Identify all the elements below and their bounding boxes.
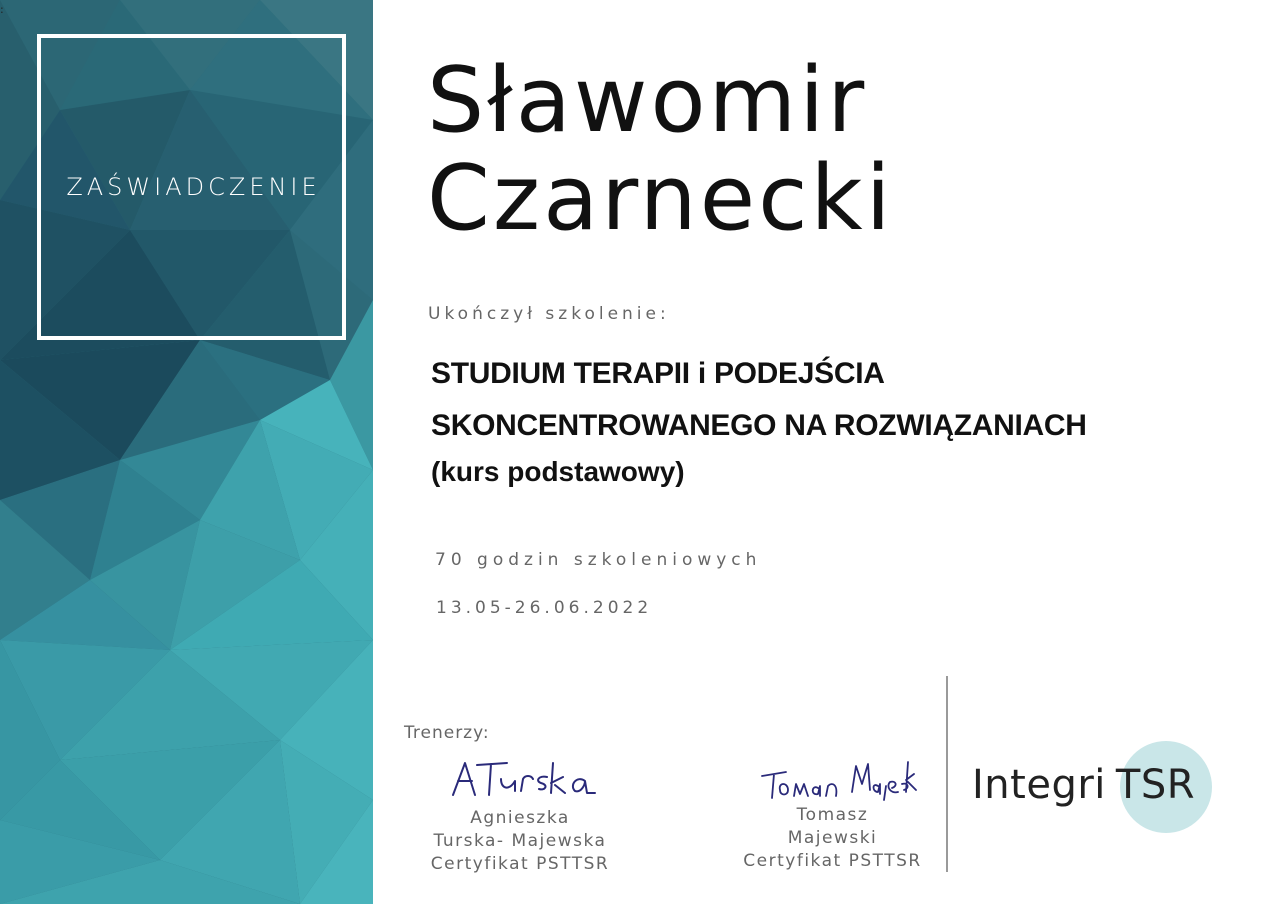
logo-text — [972, 762, 1195, 808]
recipient-last-name: Czarnecki — [427, 146, 894, 251]
trainer-2-name — [730, 804, 935, 873]
completed-label: Ukończył szkolenie: — [428, 304, 670, 324]
course-title-line-2: SKONCENTROWANEGO NA ROZWIĄZANIACH — [431, 409, 1087, 442]
course-title — [431, 348, 1087, 492]
certificate-title: ZAŚWIADCZENIE — [66, 173, 321, 201]
corner-mark: : — [0, 3, 4, 16]
recipient-first-name: Sławomir — [427, 48, 868, 153]
course-title-line-1: STUDIUM TERAPII i PODEJŚCIA — [431, 357, 885, 390]
integri-tsr-logo — [970, 740, 1220, 835]
logo-text-right: TSR — [1115, 762, 1196, 808]
trainer-1 — [420, 755, 620, 876]
trainers-label: Trenerzy: — [404, 723, 490, 743]
title-frame — [37, 34, 346, 340]
vertical-divider — [946, 676, 948, 872]
course-hours: 70 godzin szkoleniowych — [435, 550, 762, 570]
logo-text-left: Integri — [972, 762, 1106, 808]
trainer-2-certificate: Certyfikat PSTTSR — [743, 851, 922, 871]
trainer-1-certificate: Certyfikat PSTTSR — [430, 854, 610, 874]
trainer-1-name — [420, 807, 620, 876]
course-dates: 13.05-26.06.2022 — [436, 598, 653, 618]
trainer-1-first-name: Agnieszka — [470, 808, 570, 828]
recipient-name — [427, 48, 894, 251]
trainer-2-last-name: Majewski — [787, 828, 878, 848]
signature-2 — [748, 752, 918, 804]
trainer-1-last-name: Turska- Majewska — [433, 831, 607, 851]
trainer-2 — [730, 752, 935, 873]
course-title-line-3: (kurs podstawowy) — [431, 456, 685, 487]
trainer-2-first-name: Tomasz — [796, 805, 869, 825]
signature-1 — [435, 755, 605, 807]
decorative-side-panel — [0, 0, 373, 904]
